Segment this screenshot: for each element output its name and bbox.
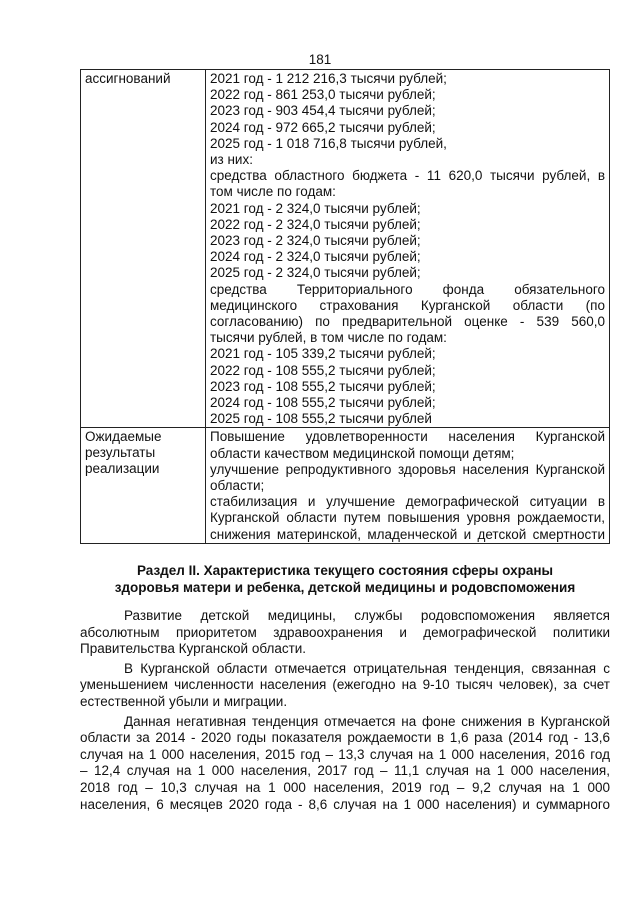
body-text [80,608,610,813]
paragraph-line: уменьшением численности населения (ежегодно на 9-10 тысяч человек), за счет [80,677,610,693]
value-line: средства Территориального фонда обязательного [210,281,605,297]
paragraph-line: абсолютным приоритетом здравоохранения и демографической политики [80,624,610,640]
row-label-cell [81,428,206,543]
paragraph-line: В Курганской области отмечается отрицательная тенденция, связанная с [124,660,610,676]
value-line: улучшение репродуктивного здоровья населения Курганской [210,461,605,477]
value-line: области качеством медицинской помощи детям; [210,445,515,461]
paragraph-line: Данная негативная тенденция отмечается на фоне снижения в Курганской [124,713,610,729]
paragraph-line: естественной убыли и миграции. [80,693,288,709]
section-heading [80,563,610,596]
value-line: 2025 год - 2 324,0 тысячи рублей; [210,265,421,281]
value-line: средства областного бюджета - 11 620,0 тысячи рублей, в [210,168,605,184]
value-line: согласованию) по предварительной оценке - 539 560,0 [210,314,605,330]
value-line: 2022 год - 108 555,2 тысячи рублей; [210,362,436,378]
value-line: Курганской области путем повышения уровня рождаемости, [210,510,605,526]
row-label-line: результаты [85,445,156,461]
value-line: области; [210,478,265,494]
row-label-line: ассигнований [85,71,171,86]
row-label-line: реализации [85,461,160,477]
paragraph-line: Развитие детской медицины, службы родовспоможения является [124,608,610,623]
value-line: 2023 год - 108 555,2 тысячи рублей; [210,378,436,394]
program-passport-table [80,69,610,544]
section-heading-line: здоровья матери и ребенка, детской медицины и родовспоможения [114,579,576,595]
value-line: 2023 год - 903 454,4 тысячи рублей; [210,103,436,119]
section-heading-line: Раздел II. Характеристика текущего состояния сферы охраны [136,563,554,578]
paragraph-line: Правительства Курганской области. [80,641,307,657]
value-line: том числе по годам: [210,184,336,200]
value-line: 2021 год - 105 339,2 тысячи рублей; [210,346,436,362]
paragraph [80,608,610,658]
paragraph-line: области за 2014 - 2020 годы показателя рождаемости в 1,6 раза (2014 год - 13,6 [80,730,610,746]
value-line: 2025 год - 1 018 716,8 тысячи рублей, [210,135,447,151]
value-line: Повышение удовлетворенности населения Курганской [210,429,605,445]
value-line: снижения материнской, младенческой и детской смертности [210,526,605,542]
value-line: стабилизация и улучшение демографической ситуации в [210,494,605,510]
value-line: 2022 год - 861 253,0 тысячи рублей; [210,87,436,103]
paragraph [80,714,610,814]
row-value-cell [206,70,610,428]
value-line: медицинского страхования Курганской области (по [210,297,605,313]
paragraph [80,661,610,711]
paragraph-line: случая на 1 000 населения, 2015 год – 13,3 случая на 1 000 населения, 2016 год [80,746,610,762]
paragraph-line: населения, 6 месяцев 2020 года - 8,6 случая на 1 000 населения) и суммарного [80,796,610,812]
value-line: 2024 год - 972 665,2 тысячи рублей; [210,119,436,135]
paragraph-line: 2018 год – 10,3 случая на 1 000 населения, 2019 год – 9,2 случая на 1 000 [80,779,610,795]
value-line: 2021 год - 1 212 216,3 тысячи рублей; [210,71,447,86]
row-value-cell [206,428,610,543]
value-line: 2023 год - 2 324,0 тысячи рублей; [210,233,421,249]
value-line: 2025 год - 108 555,2 тысячи рублей [210,411,432,427]
value-line: 2024 год - 108 555,2 тысячи рублей; [210,395,436,411]
value-line: 2021 год - 2 324,0 тысячи рублей; [210,200,421,216]
value-line: тысячи рублей, в том числе по годам: [210,330,447,346]
value-line: 2024 год - 2 324,0 тысячи рублей; [210,249,421,265]
table-row-expected-results [81,428,610,543]
row-label-line: Ожидаемые [85,429,162,445]
paragraph-line: – 12,4 случая на 1 000 населения, 2017 год – 11,1 случая на 1 000 населения, [80,763,610,779]
row-label-cell [81,70,206,428]
page-number: 181 [308,52,332,67]
value-line: из них: [210,152,253,168]
value-line: 2022 год - 2 324,0 тысячи рублей; [210,216,421,232]
table-row-appropriations [81,70,610,428]
